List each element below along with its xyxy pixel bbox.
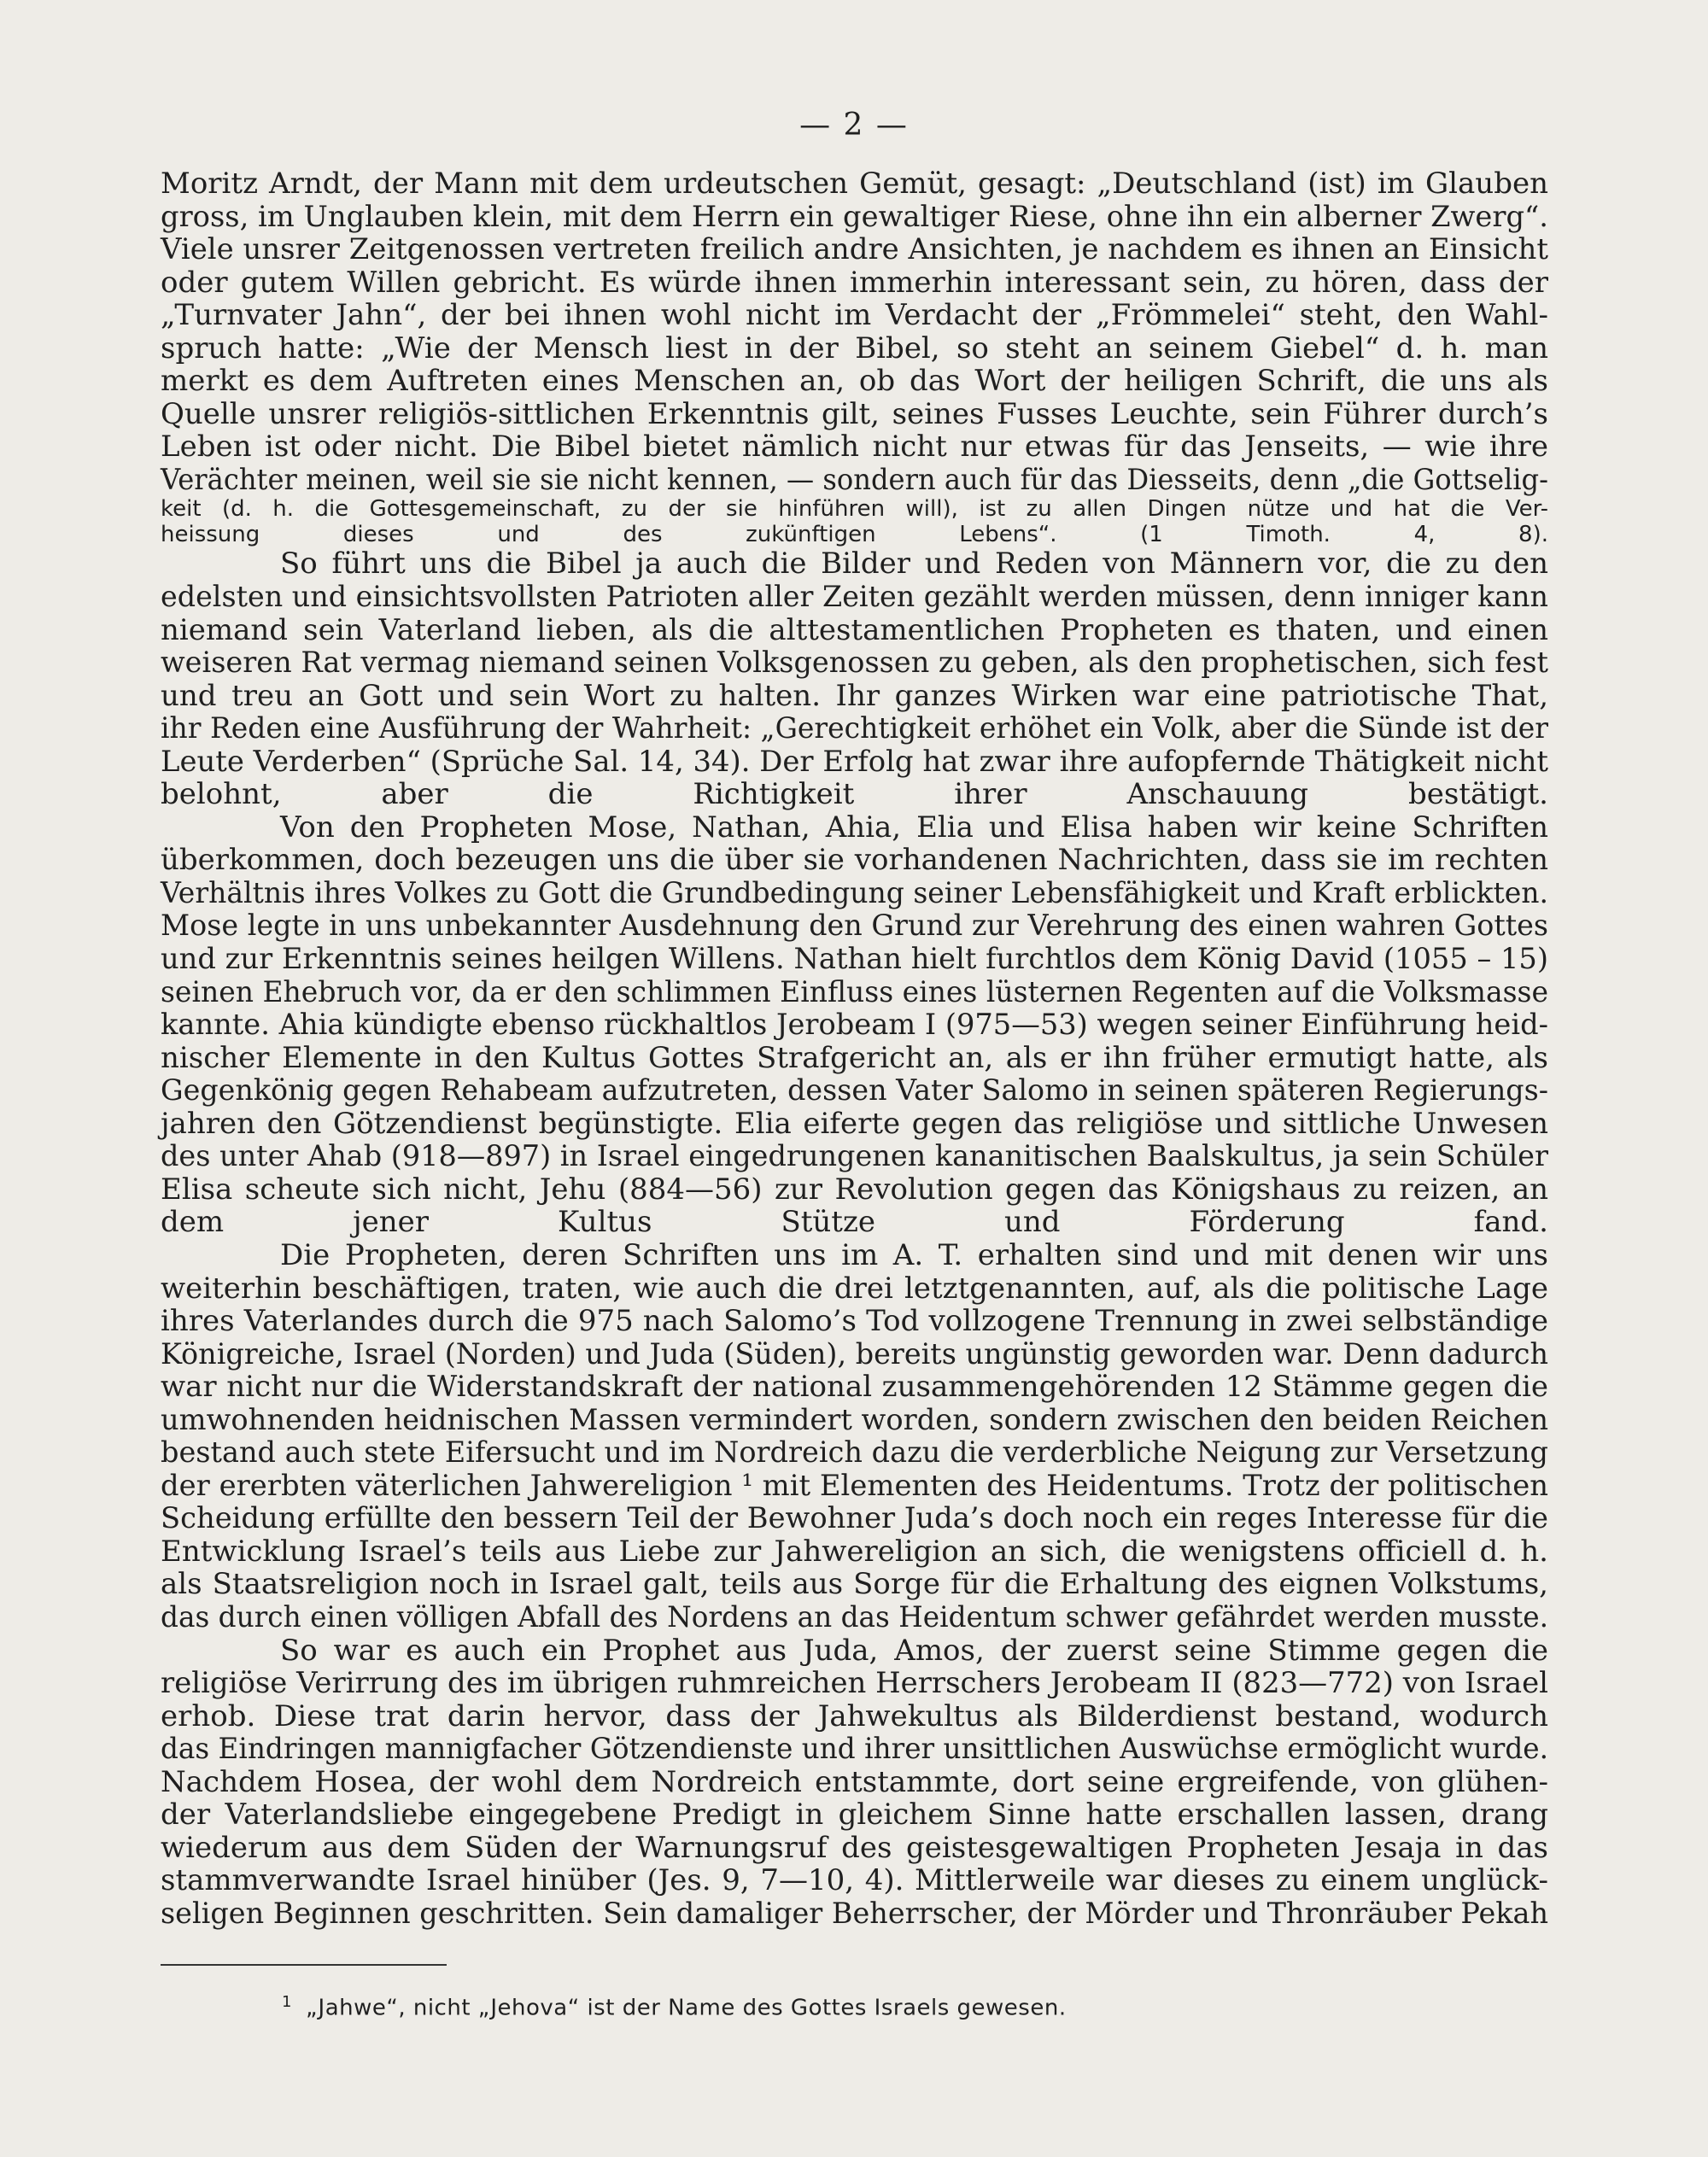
text-line: Quelle unsrer religiös-sittlichen Erkenntnis gilt, seines Fusses Leuchte, sein Führer durch’s	[161, 396, 1548, 431]
text-line: religiöse Verirrung des im übrigen ruhmreichen Herrschers Jerobeam II (823—772) von Israel	[161, 1666, 1548, 1701]
text-line: ihr Reden eine Ausführung der Wahrheit: „Gerechtigkeit erhöhet ein Volk, aber die Sünde ist der	[161, 711, 1548, 746]
text-line: gross, im Unglauben klein, mit dem Herrn ein gewaltiger Riese, ohne ihn ein alberner Zwerg“.	[161, 199, 1548, 234]
text-line: edelsten und einsichtsvollsten Patrioten aller Zeiten gezählt werden müssen, denn inniger kann	[161, 580, 1548, 615]
body-text	[161, 167, 1548, 1930]
text-line: überkommen, doch bezeugen uns die über sie vorhandenen Nachrichten, dass sie im rechten	[161, 843, 1548, 878]
quote-line: heissung dieses und des zukünftigen Lebens“. (1 Timoth. 4, 8).	[161, 522, 1548, 548]
text-line: das durch einen völligen Abfall des Nordens an das Heidentum schwer gefährdet werden musste.	[161, 1599, 1548, 1634]
footnote	[282, 1993, 1067, 2021]
text-line: Viele unsrer Zeitgenossen vertreten freilich andre Ansichten, je nachdem es ihnen an Einsicht	[161, 232, 1548, 267]
text-line: Moritz Arndt, der Mann mit dem urdeutschen Gemüt, gesagt: „Deutschland (ist) im Glauben	[161, 167, 1548, 201]
text-line: Die Propheten, deren Schriften uns im A. T. erhalten sind und mit denen wir uns	[280, 1237, 1548, 1272]
text-line: jahren den Götzendienst begünstigte. Elia eiferte gegen das religiöse und sittliche Unwesen	[161, 1106, 1548, 1141]
text-line: Nachdem Hosea, der wohl dem Nordreich entstammte, dort seine ergreifende, von glühen-	[161, 1764, 1548, 1799]
text-line: nischer Elemente in den Kultus Gottes Strafgericht an, als er ihn früher ermutigt hatte, als	[161, 1040, 1548, 1075]
text-line: belohnt, aber die Richtigkeit ihrer Anschauung bestätigt.	[161, 777, 1548, 812]
text-line: „Turnvater Jahn“, der bei ihnen wohl nicht im Verdacht der „Frömmelei“ steht, den Wahl-	[161, 298, 1548, 333]
text-line: spruch hatte: „Wie der Mensch liest in der Bibel, so steht an seinem Giebel“ d. h. man	[161, 330, 1548, 365]
text-line: und treu an Gott und sein Wort zu halten. Ihr ganzes Wirken war eine patriotische That,	[161, 678, 1548, 713]
text-line: niemand sein Vaterland lieben, als die alttestamentlichen Propheten es thaten, und einen	[161, 612, 1548, 647]
text-line: So führt uns die Bibel ja auch die Bilder und Reden von Männern vor, die zu den	[280, 547, 1548, 582]
text-line: weiterhin beschäftigen, traten, wie auch die drei letztgenannten, auf, als die politische Lage	[161, 1271, 1548, 1306]
text-line: bestand auch stete Eifersucht und im Nordreich dazu die verderbliche Neigung zur Versetzung	[161, 1435, 1548, 1470]
text-line: Entwicklung Israel’s teils aus Liebe zur Jahwereligion an sich, die wenigstens officiell d. h.	[161, 1534, 1548, 1569]
page-number: — 2 —	[799, 108, 909, 143]
text-line: So war es auch ein Prophet aus Juda, Amos, der zuerst seine Stimme gegen die	[280, 1633, 1548, 1668]
quote-line: keit (d. h. die Gottesgemeinschaft, zu der sie hinführen will), ist zu allen Dingen nütze und hat die Ver-	[161, 496, 1548, 523]
footnote-marker: 1	[282, 1993, 292, 2011]
text-line: ihres Vaterlandes durch die 975 nach Salomo’s Tod vollzogene Trennung in zwei selbständige	[161, 1304, 1548, 1339]
text-line: Verächter meinen, weil sie sie nicht kennen, — sondern auch für das Diesseits, denn „die Gottselig-	[161, 462, 1548, 497]
text-line: seinen Ehebruch vor, da er den schlimmen Einfluss eines lüsternen Regenten auf die Volksmasse	[161, 974, 1548, 1009]
text-line: umwohnenden heidnischen Massen vermindert worden, sondern zwischen den beiden Reichen	[161, 1402, 1548, 1437]
text-line: und zur Erkenntnis seines heilgen Willens. Nathan hielt furchtlos dem König David (1055 – 15)	[161, 942, 1548, 977]
text-line: Von den Propheten Mose, Nathan, Ahia, Elia und Elisa haben wir keine Schriften	[280, 810, 1548, 845]
text-line: seligen Beginnen geschritten. Sein damaliger Beherrscher, der Mörder und Thronräuber Pekah	[161, 1896, 1548, 1931]
text-line: als Staatsreligion noch in Israel galt, teils aus Sorge für die Erhaltung des eignen Volkstums,	[161, 1567, 1548, 1602]
text-line: des unter Ahab (918—897) in Israel eingedrungenen kananitischen Baalskultus, ja sein Schüler	[161, 1139, 1548, 1174]
footnote-text: „Jahwe“, nicht „Jehova“ ist der Name des Gottes Israels gewesen.	[305, 1995, 1067, 2021]
text-line: weiseren Rat vermag niemand seinen Volksgenossen zu geben, als den prophetischen, sich fest	[161, 646, 1548, 681]
footnote-divider	[161, 1964, 447, 1966]
text-line: Leben ist oder nicht. Die Bibel bietet nämlich nicht nur etwas für das Jenseits, — wie ihre	[161, 430, 1548, 465]
text-line: Scheidung erfüllte den bessern Teil der Bewohner Juda’s doch noch ein reges Interesse für die	[161, 1501, 1548, 1536]
text-line: erhob. Diese trat darin hervor, dass der Jahwekultus als Bilderdienst bestand, wodurch	[161, 1698, 1548, 1733]
text-line: Gegenkönig gegen Rehabeam aufzutreten, dessen Vater Salomo in seinen späteren Regierungs-	[161, 1073, 1548, 1108]
text-line: wiederum aus dem Süden der Warnungsruf des geistesgewaltigen Propheten Jesaja in das	[161, 1830, 1548, 1865]
text-line: Leute Verderben“ (Sprüche Sal. 14, 34). Der Erfolg hat zwar ihre aufopfernde Thätigkeit nicht	[161, 744, 1548, 779]
text-line: oder gutem Willen gebricht. Es würde ihnen immerhin interessant sein, zu hören, dass der	[161, 265, 1548, 300]
text-line: der ererbten väterlichen Jahwereligion ¹ mit Elementen des Heidentums. Trotz der politischen	[161, 1468, 1548, 1503]
text-line: merkt es dem Auftreten eines Menschen an, ob das Wort der heiligen Schrift, die uns als	[161, 364, 1548, 399]
text-line: kannte. Ahia kündigte ebenso rückhaltlos Jerobeam I (975—53) wegen seiner Einführung heid-	[161, 1008, 1548, 1043]
text-line: war nicht nur die Widerstandskraft der national zusammengehörenden 12 Stämme gegen die	[161, 1370, 1548, 1405]
text-line: das Eindringen mannigfacher Götzendienste und ihrer unsittlichen Auswüchse ermöglicht wurde.	[161, 1732, 1548, 1767]
text-line: Königreiche, Israel (Norden) und Juda (Süden), bereits ungünstig geworden war. Denn dadurch	[161, 1336, 1548, 1371]
text-line: der Vaterlandsliebe eingegebene Predigt in gleichem Sinne hatte erschallen lassen, drang	[161, 1798, 1548, 1833]
text-line: Elisa scheute sich nicht, Jehu (884—56) zur Revolution gegen das Königshaus zu reizen, an	[161, 1172, 1548, 1207]
text-line: Verhältnis ihres Volkes zu Gott die Grundbedingung seiner Lebensfähigkeit und Kraft erblickten.	[161, 875, 1548, 910]
text-line: stammverwandte Israel hinüber (Jes. 9, 7—10, 4). Mittlerweile war dieses zu einem unglück-	[161, 1863, 1548, 1898]
text-line: Mose legte in uns unbekannter Ausdehnung den Grund zur Verehrung des einen wahren Gottes	[161, 909, 1548, 944]
text-line: dem jener Kultus Stütze und Förderung fand.	[161, 1205, 1548, 1240]
